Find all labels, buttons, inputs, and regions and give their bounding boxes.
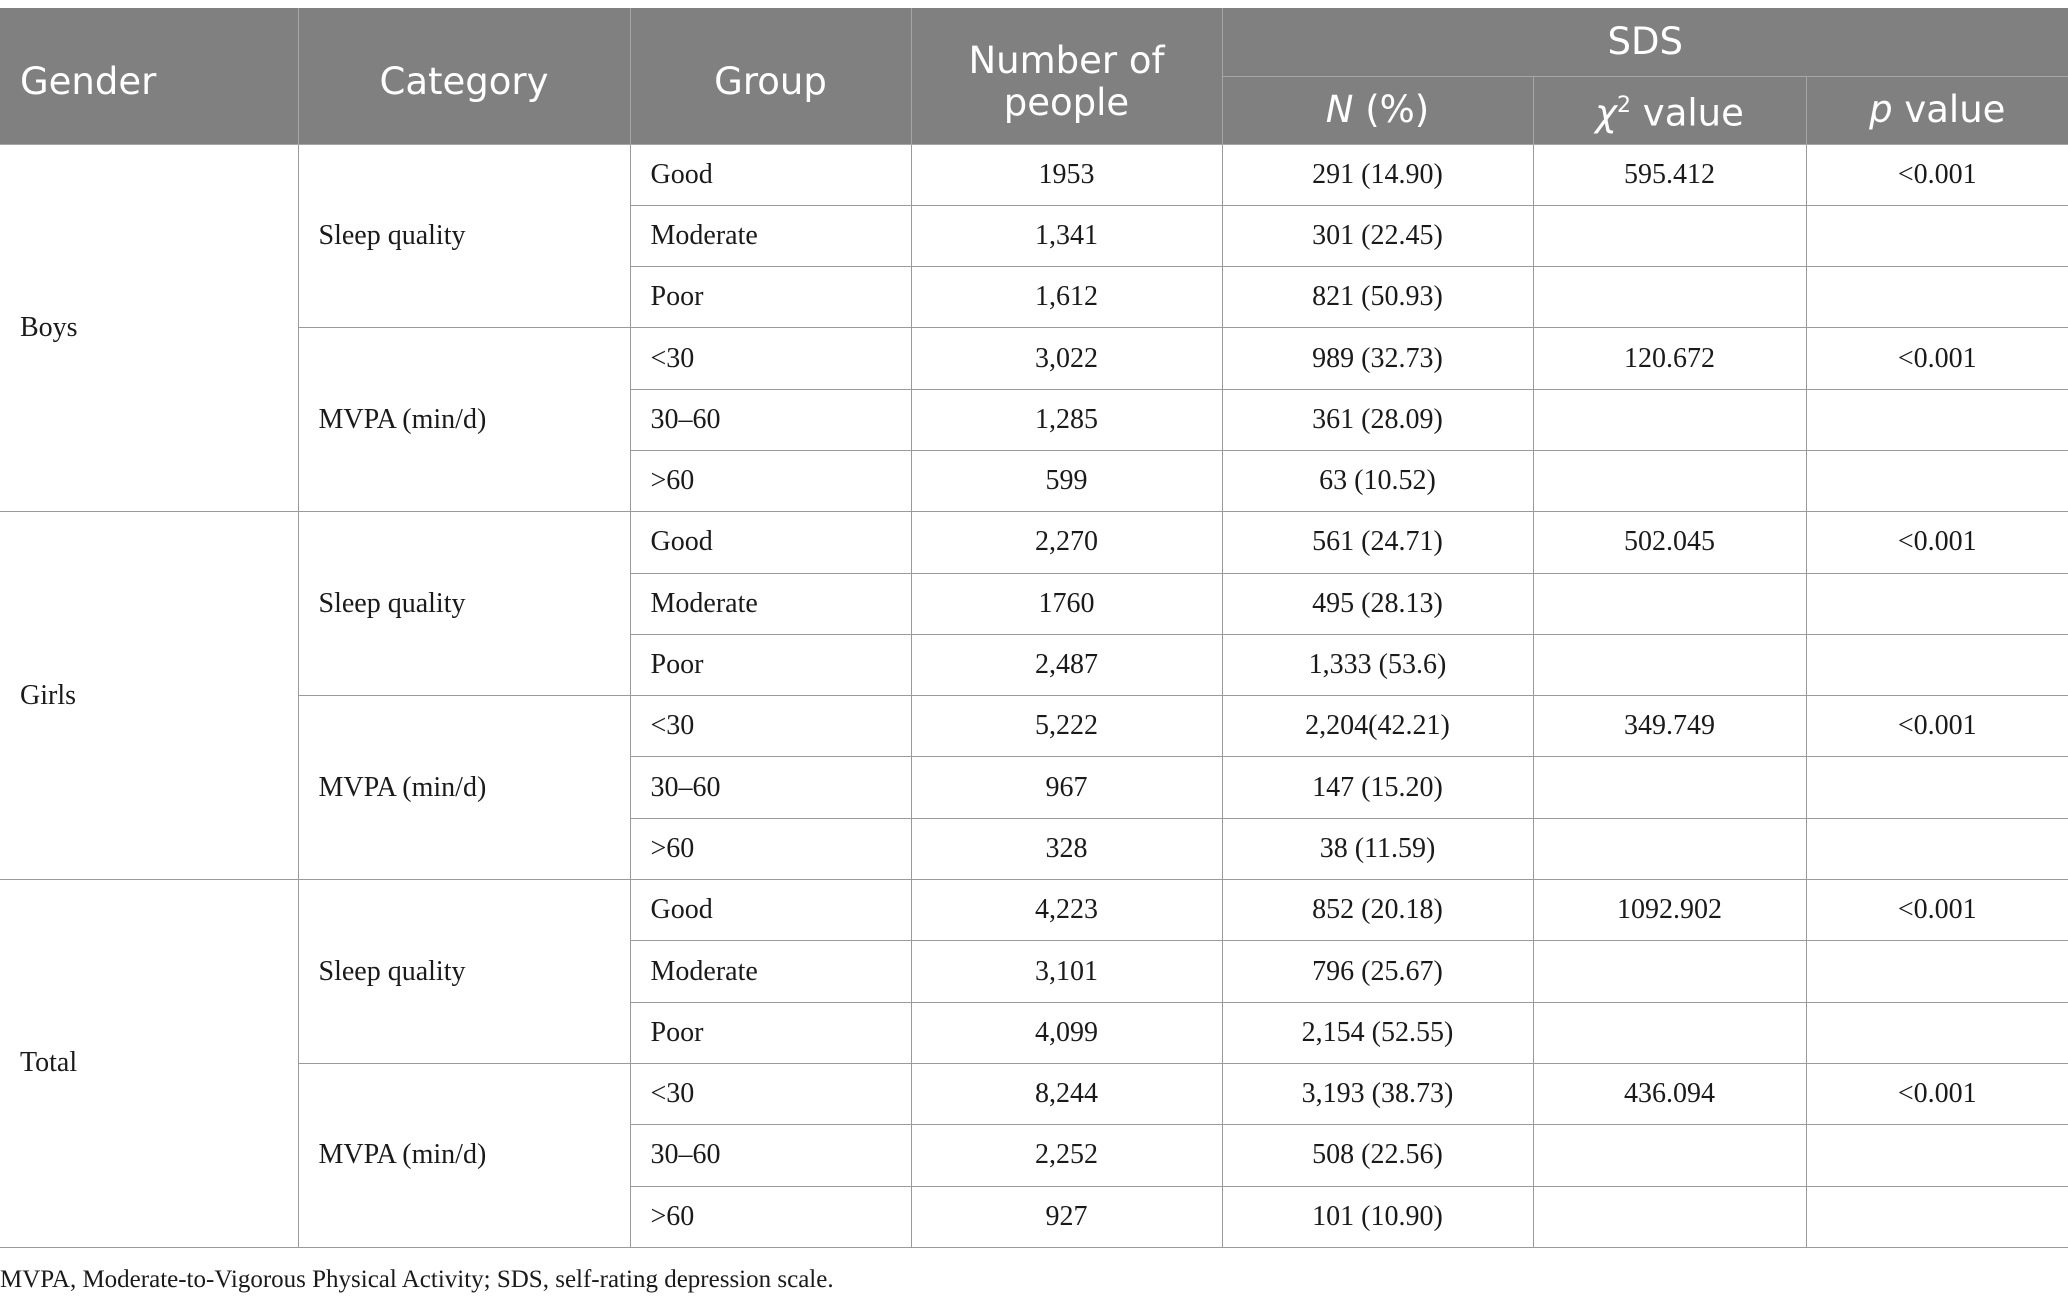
p-value-cell-empty — [1806, 1002, 2068, 1063]
group-cell: 30–60 — [630, 389, 911, 450]
chi2-cell: 436.094 — [1533, 1063, 1806, 1124]
group-cell: Poor — [630, 267, 911, 328]
table-header — [0, 8, 2068, 144]
n-pct-cell: 561 (24.71) — [1222, 512, 1533, 573]
n-pct-cell: 2,204(42.21) — [1222, 696, 1533, 757]
group-cell: >60 — [630, 818, 911, 879]
header-chi-var: χ — [1595, 91, 1618, 135]
p-value-cell-empty — [1806, 389, 2068, 450]
n-pct-cell: 1,333 (53.6) — [1222, 634, 1533, 695]
n-pct-cell: 147 (15.20) — [1222, 757, 1533, 818]
group-cell: Poor — [630, 634, 911, 695]
chi2-cell: 502.045 — [1533, 512, 1806, 573]
number-cell: 599 — [911, 450, 1222, 511]
number-cell: 1953 — [911, 144, 1222, 205]
category-cell: MVPA (min/d) — [298, 328, 630, 512]
header-n-pct — [1222, 76, 1533, 144]
n-pct-cell: 508 (22.56) — [1222, 1125, 1533, 1186]
group-cell: <30 — [630, 696, 911, 757]
chi2-cell-empty — [1533, 634, 1806, 695]
table-row — [0, 880, 2068, 941]
header-gender: Gender — [0, 8, 298, 144]
p-value-cell-empty — [1806, 634, 2068, 695]
table-row — [0, 144, 2068, 205]
number-cell: 4,223 — [911, 880, 1222, 941]
number-cell: 328 — [911, 818, 1222, 879]
table-row — [0, 328, 2068, 389]
group-cell: Poor — [630, 1002, 911, 1063]
group-cell: Good — [630, 512, 911, 573]
p-value-cell-empty — [1806, 941, 2068, 1002]
header-p-var: p — [1869, 88, 1893, 131]
footnote: MVPA, Moderate-to-Vigorous Physical Activity; SDS, self-rating depression scale. — [0, 1266, 834, 1293]
chi2-cell: 1092.902 — [1533, 880, 1806, 941]
p-value-cell: <0.001 — [1806, 696, 2068, 757]
p-value-cell: <0.001 — [1806, 328, 2068, 389]
chi2-cell: 120.672 — [1533, 328, 1806, 389]
header-p-value — [1806, 76, 2068, 144]
chi2-cell-empty — [1533, 1002, 1806, 1063]
chi2-cell: 349.749 — [1533, 696, 1806, 757]
chi2-cell-empty — [1533, 573, 1806, 634]
category-cell: MVPA (min/d) — [298, 696, 630, 880]
header-chi-sup: 2 — [1617, 93, 1632, 119]
n-pct-cell: 38 (11.59) — [1222, 818, 1533, 879]
p-value-cell: <0.001 — [1806, 512, 2068, 573]
number-cell: 967 — [911, 757, 1222, 818]
number-cell: 1,341 — [911, 205, 1222, 266]
chi2-cell-empty — [1533, 1186, 1806, 1247]
p-value-cell-empty — [1806, 1186, 2068, 1247]
chi2-cell-empty — [1533, 267, 1806, 328]
group-cell: Moderate — [630, 941, 911, 1002]
p-value-cell-empty — [1806, 1125, 2068, 1186]
group-cell: >60 — [630, 1186, 911, 1247]
group-cell: 30–60 — [630, 1125, 911, 1186]
header-number-line2: people — [1003, 80, 1130, 124]
table-row — [0, 512, 2068, 573]
n-pct-cell: 291 (14.90) — [1222, 144, 1533, 205]
p-value-cell: <0.001 — [1806, 1063, 2068, 1124]
gender-cell: Total — [0, 880, 298, 1248]
header-chi2 — [1533, 76, 1806, 144]
number-cell: 5,222 — [911, 696, 1222, 757]
gender-cell: Boys — [0, 144, 298, 512]
p-value-cell: <0.001 — [1806, 880, 2068, 941]
group-cell: <30 — [630, 1063, 911, 1124]
header-sds: SDS — [1222, 8, 2068, 76]
n-pct-cell: 301 (22.45) — [1222, 205, 1533, 266]
number-cell: 927 — [911, 1186, 1222, 1247]
p-value-cell: <0.001 — [1806, 144, 2068, 205]
header-number-of-people — [911, 8, 1222, 144]
n-pct-cell: 821 (50.93) — [1222, 267, 1533, 328]
group-cell: Good — [630, 880, 911, 941]
n-pct-cell: 361 (28.09) — [1222, 389, 1533, 450]
gender-cell: Girls — [0, 512, 298, 880]
p-value-cell-empty — [1806, 267, 2068, 328]
header-n-var: N — [1325, 88, 1354, 131]
p-value-cell-empty — [1806, 573, 2068, 634]
header-n-rest: (%) — [1353, 88, 1430, 131]
table-row — [0, 1063, 2068, 1124]
chi2-cell-empty — [1533, 205, 1806, 266]
n-pct-cell: 101 (10.90) — [1222, 1186, 1533, 1247]
group-cell: >60 — [630, 450, 911, 511]
sds-table — [0, 8, 2068, 1248]
table-body — [0, 144, 2068, 1247]
p-value-cell-empty — [1806, 450, 2068, 511]
chi2-cell-empty — [1533, 1125, 1806, 1186]
group-cell: <30 — [630, 328, 911, 389]
n-pct-cell: 989 (32.73) — [1222, 328, 1533, 389]
number-cell: 1,285 — [911, 389, 1222, 450]
p-value-cell-empty — [1806, 818, 2068, 879]
group-cell: 30–60 — [630, 757, 911, 818]
header-number-line1: Number of — [968, 38, 1165, 82]
chi2-cell-empty — [1533, 941, 1806, 1002]
header-chi-rest: value — [1631, 91, 1744, 135]
number-cell: 2,487 — [911, 634, 1222, 695]
number-cell: 2,252 — [911, 1125, 1222, 1186]
chi2-cell-empty — [1533, 450, 1806, 511]
header-category: Category — [298, 8, 630, 144]
number-cell: 3,022 — [911, 328, 1222, 389]
number-cell: 8,244 — [911, 1063, 1222, 1124]
chi2-cell-empty — [1533, 389, 1806, 450]
chi2-cell: 595.412 — [1533, 144, 1806, 205]
table-row — [0, 696, 2068, 757]
header-group: Group — [630, 8, 911, 144]
group-cell: Good — [630, 144, 911, 205]
p-value-cell-empty — [1806, 757, 2068, 818]
p-value-cell-empty — [1806, 205, 2068, 266]
chi2-cell-empty — [1533, 757, 1806, 818]
n-pct-cell: 796 (25.67) — [1222, 941, 1533, 1002]
n-pct-cell: 3,193 (38.73) — [1222, 1063, 1533, 1124]
n-pct-cell: 2,154 (52.55) — [1222, 1002, 1533, 1063]
chi2-cell-empty — [1533, 818, 1806, 879]
number-cell: 1,612 — [911, 267, 1222, 328]
n-pct-cell: 495 (28.13) — [1222, 573, 1533, 634]
number-cell: 2,270 — [911, 512, 1222, 573]
n-pct-cell: 852 (20.18) — [1222, 880, 1533, 941]
n-pct-cell: 63 (10.52) — [1222, 450, 1533, 511]
category-cell: Sleep quality — [298, 512, 630, 696]
number-cell: 3,101 — [911, 941, 1222, 1002]
category-cell: Sleep quality — [298, 144, 630, 328]
group-cell: Moderate — [630, 573, 911, 634]
category-cell: MVPA (min/d) — [298, 1063, 630, 1247]
category-cell: Sleep quality — [298, 880, 630, 1064]
header-p-rest: value — [1892, 88, 2006, 131]
number-cell: 1760 — [911, 573, 1222, 634]
group-cell: Moderate — [630, 205, 911, 266]
number-cell: 4,099 — [911, 1002, 1222, 1063]
